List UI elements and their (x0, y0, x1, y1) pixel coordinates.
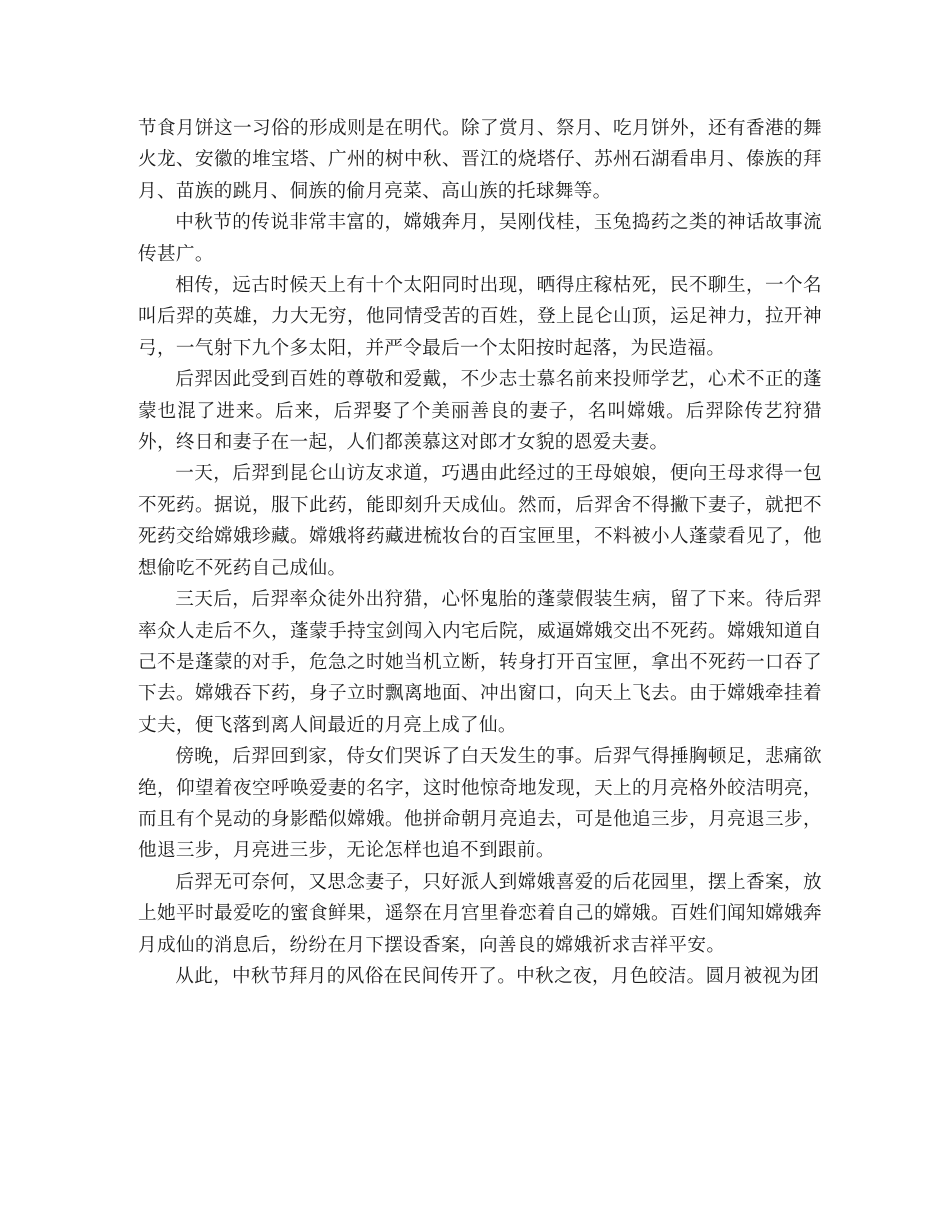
paragraph-8: 后羿无可奈何，又思念妻子，只好派人到嫦娥喜爱的后花园里，摆上香案，放上她平时最爱吃的蜜食鲜果，遥祭在月宫里眷恋着自己的嫦娥。百姓们闻知嫦娥奔月成仙的消息后，纷纷在月下摆设香案，向善良的嫦娥祈求吉祥平安。 (138, 871, 822, 956)
paragraph-9: 从此，中秋节拜月的风俗在民间传开了。中秋之夜，月色皎洁。圆月被视为团 (175, 965, 820, 987)
paragraph-5: 一天，后羿到昆仑山访友求道，巧遇由此经过的王母娘娘，便向王母求得一包不死药。据说，服下此药，能即刻升天成仙。然而，后羿舍不得撇下妻子，就把不死药交给嫦娥珍藏。嫦娥将药藏进梳妆台的百宝匣里，不料被小人蓬蒙看见了，他想偷吃不死药自己成仙。 (138, 463, 822, 579)
document-body (138, 113, 822, 992)
paragraph-6: 三天后，后羿率众徒外出狩猎，心怀鬼胎的蓬蒙假装生病，留了下来。待后羿率众人走后不久，蓬蒙手持宝剑闯入内宅后院，威逼嫦娥交出不死药。嫦娥知道自己不是蓬蒙的对手，危急之时她当机立断，转身打开百宝匣，拿出不死药一口吞了下去。嫦娥吞下药，身子立时飘离地面、冲出窗口，向天上飞去。由于嫦娥牵挂着丈夫，便飞落到离人间最近的月亮上成了仙。 (138, 589, 822, 736)
paragraph-2: 中秋节的传说非常丰富的，嫦娥奔月，吴刚伐桂，玉兔捣药之类的神话故事流传甚广。 (138, 212, 822, 265)
paragraph-7: 傍晚，后羿回到家，侍女们哭诉了白天发生的事。后羿气得捶胸顿足，悲痛欲绝，仰望着夜空呼唤爱妻的名字，这时他惊奇地发现，天上的月亮格外皎洁明亮，而且有个晃动的身影酷似嫦娥。他拼命朝月亮追去，可是他追三步，月亮退三步，他退三步，月亮进三步，无论怎样也追不到跟前。 (138, 746, 822, 862)
paragraph-3: 相传，远古时候天上有十个太阳同时出现，晒得庄稼枯死，民不聊生，一个名叫后羿的英雄，力大无穷，他同情受苦的百姓，登上昆仑山顶，运足神力，拉开神弓，一气射下九个多太阳，并严令最后一个太阳按时起落，为民造福。 (138, 275, 822, 359)
paragraph-4: 后羿因此受到百姓的尊敬和爱戴，不少志士慕名前来投师学艺，心术不正的蓬蒙也混了进来。后来，后羿娶了个美丽善良的妻子，名叫嫦娥。后羿除传艺狩猎外，终日和妻子在一起，人们都羡慕这对郎才女貌的恩爱夫妻。 (138, 369, 822, 454)
paragraph-1: 节食月饼这一习俗的形成则是在明代。除了赏月、祭月、吃月饼外，还有香港的舞火龙、安徽的堆宝塔、广州的树中秋、晋江的烧塔仔、苏州石湖看串月、傣族的拜月、苗族的跳月、侗族的偷月亮菜、高山族的托球舞等。 (138, 118, 822, 202)
